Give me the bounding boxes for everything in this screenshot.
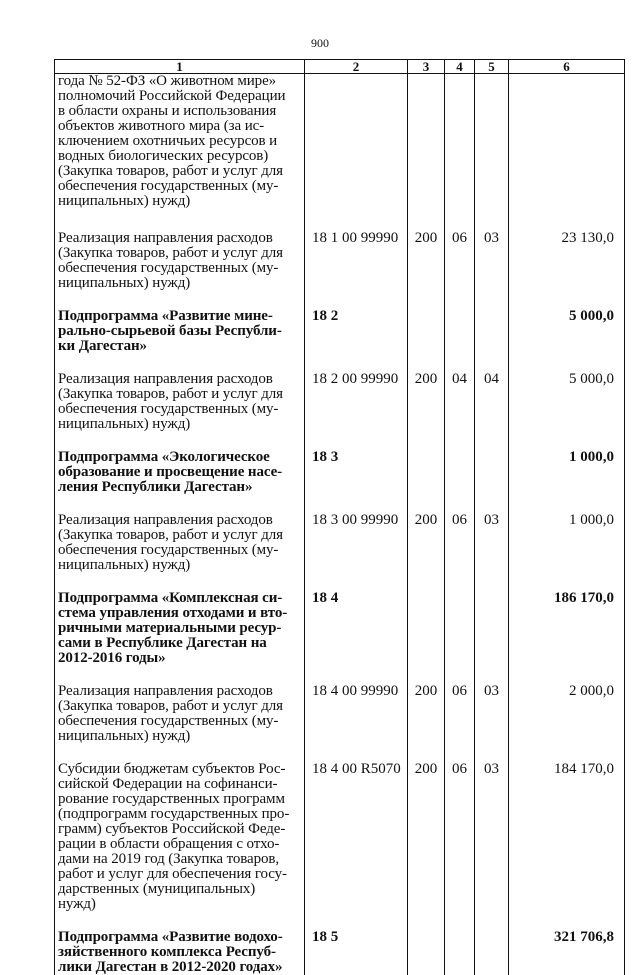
column-header: 3 [408,60,445,74]
row-amount: 184 170,0 [509,762,625,930]
row-name-line: зяйственного комплекса Респуб- [58,944,276,960]
row-amount: 1 000,0 [509,513,625,591]
row-name-line: Субсидии бюджетам субъектов Рос- [58,761,286,777]
row-col4 [445,74,475,232]
row-name-line: Подпрограмма «Развитие мине- [58,308,273,324]
header-row [55,60,625,74]
row-col4: 06 [445,513,475,591]
row-amount: 1 000,0 [509,450,625,513]
row-name-line: нужд) [58,896,96,912]
column-header: 1 [55,60,305,74]
row-name-line: образование и просвещение насе- [58,464,283,480]
row-name-line: (Закупка товаров, работ и услуг для [58,698,283,714]
row-name-line: Реализация направления расходов [58,683,273,699]
row-col5 [475,450,509,513]
row-name-line: работ и услуг для обеспечения госу- [58,866,287,882]
row-name [55,309,305,372]
row-amount: 5 000,0 [509,372,625,450]
row-code: 18 1 00 99990 [305,231,408,309]
row-name-line: дарственных (муниципальных) [58,881,256,897]
row-col3 [408,74,445,232]
row-code: 18 2 [305,309,408,372]
row-code: 18 5 [305,930,408,975]
row-col4: 06 [445,684,475,762]
column-header: 5 [475,60,509,74]
row-name-line: ниципальных) нужд) [58,193,191,209]
row-name-line: рование государственных программ [58,791,285,807]
row-col4 [445,591,475,684]
table-row [55,450,625,513]
row-name-line: дами на 2019 год (Закупка товаров, [58,851,280,867]
table-row [55,74,625,232]
row-name-line: года № 52-ФЗ «О животном мире» [58,73,277,89]
row-col5: 03 [475,231,509,309]
row-name [55,231,305,309]
row-name [55,74,305,232]
row-code: 18 4 [305,591,408,684]
row-name-line: ниципальных) нужд) [58,557,191,573]
row-col4 [445,930,475,975]
row-col3: 200 [408,684,445,762]
row-code: 18 3 [305,450,408,513]
row-col3: 200 [408,231,445,309]
table-row [55,309,625,372]
row-name-line: ниципальных) нужд) [58,728,191,744]
row-col5 [475,591,509,684]
row-name-line: Подпрограмма «Экологическое [58,449,270,465]
row-name-line: обеспечения государственных (му- [58,401,279,417]
column-header: 2 [305,60,408,74]
row-code: 18 2 00 99990 [305,372,408,450]
row-col4 [445,309,475,372]
row-col3 [408,309,445,372]
row-col5: 04 [475,372,509,450]
row-name-line: обеспечения государственных (му- [58,260,279,276]
row-name-line: (Закупка товаров, работ и услуг для [58,245,283,261]
row-col5 [475,74,509,232]
row-name-line: рально-сырьевой базы Республи- [58,323,282,339]
row-name [55,450,305,513]
row-name-line: рации в области обращения с отхо- [58,836,280,852]
row-name-line: Реализация направления расходов [58,512,273,528]
row-name-line: ниципальных) нужд) [58,275,191,291]
row-name-line: ниципальных) нужд) [58,416,191,432]
row-name-line: сийской Федерации на софинанси- [58,776,278,792]
row-name-line: Реализация направления расходов [58,371,273,387]
row-name-line: водных биологических ресурсов) [58,148,269,164]
row-name-line: объектов животного мира (за ис- [58,118,265,134]
row-name [55,513,305,591]
row-name [55,372,305,450]
row-name-line: Реализация направления расходов [58,230,273,246]
row-name-line: (подпрограмм государственных про- [58,806,290,822]
row-name-line: ки Дагестан» [58,338,147,354]
row-name-line: Подпрограмма «Комплексная си- [58,590,283,606]
row-name-line: стема управления отходами и вто- [58,605,288,621]
row-name-line: (Закупка товаров, работ и услуг для [58,163,283,179]
table-row [55,231,625,309]
row-col3 [408,591,445,684]
row-name-line: ключением охотничьих ресурсов и [58,133,278,149]
row-col3 [408,930,445,975]
row-name-line: Подпрограмма «Развитие водохо- [58,929,283,945]
row-name-line: ричными материальными ресур- [58,620,282,636]
row-name-line: (Закупка товаров, работ и услуг для [58,386,283,402]
row-code: 18 3 00 99990 [305,513,408,591]
row-col5: 03 [475,762,509,930]
row-code: 18 4 00 99990 [305,684,408,762]
row-name-line: в области охраны и использования [58,103,277,119]
row-col4: 06 [445,762,475,930]
row-code: 18 4 00 R5070 [305,762,408,930]
row-name-line: сами в Республике Дагестан на [58,635,267,651]
row-name-line: полномочий Российской Федерации [58,88,286,104]
row-col3: 200 [408,513,445,591]
row-name-line: грамм) субъектов Российской Феде- [58,821,286,837]
row-amount: 23 130,0 [509,231,625,309]
table-row [55,591,625,684]
row-col5: 03 [475,513,509,591]
row-name-line: (Закупка товаров, работ и услуг для [58,527,283,543]
table-row [55,930,625,975]
row-name-line: обеспечения государственных (му- [58,178,279,194]
row-col4 [445,450,475,513]
table-row [55,513,625,591]
row-name-line: обеспечения государственных (му- [58,713,279,729]
page-number: 900 [311,36,329,50]
row-amount: 186 170,0 [509,591,625,684]
row-amount: 321 706,8 [509,930,625,975]
column-header: 6 [509,60,625,74]
row-name-line: лики Дагестан в 2012-2020 годах» [58,959,283,975]
table-row [55,372,625,450]
row-amount [509,74,625,232]
row-col4: 04 [445,372,475,450]
row-name-line: обеспечения государственных (му- [58,542,279,558]
row-amount: 5 000,0 [509,309,625,372]
row-col5 [475,309,509,372]
row-col3: 200 [408,762,445,930]
row-name [55,684,305,762]
row-name [55,591,305,684]
row-amount: 2 000,0 [509,684,625,762]
row-name-line: 2012-2016 годы» [58,650,166,666]
row-name-line: ления Республики Дагестан» [58,479,253,495]
table-row [55,684,625,762]
row-col4: 06 [445,231,475,309]
row-col3: 200 [408,372,445,450]
column-header: 4 [445,60,475,74]
row-col5: 03 [475,684,509,762]
row-code [305,74,408,232]
row-name [55,930,305,975]
row-col3 [408,450,445,513]
row-col5 [475,930,509,975]
budget-table [54,59,625,975]
